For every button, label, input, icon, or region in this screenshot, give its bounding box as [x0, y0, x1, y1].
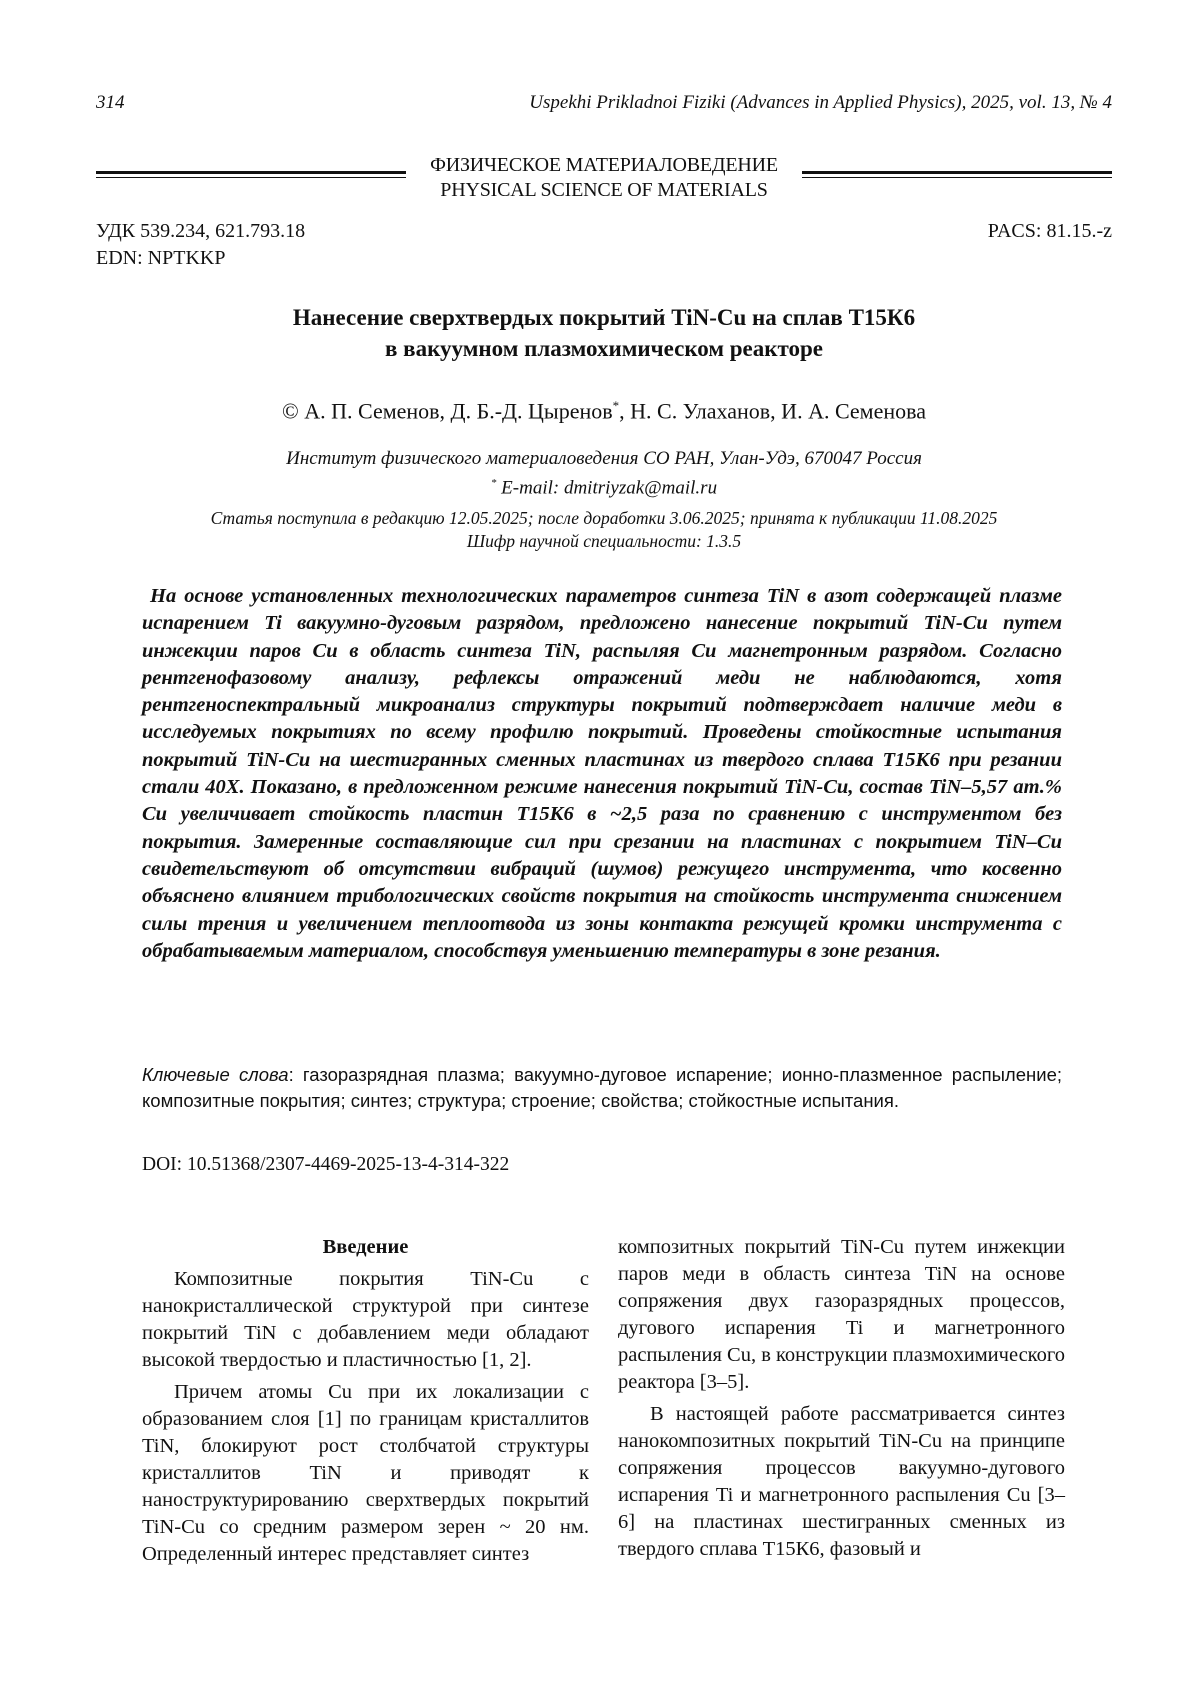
body-column-left [142, 1234, 589, 1568]
article-history: Статья поступила в редакцию 12.05.2025; после доработки 3.06.2025; принята к публикации 11.08.2025 [210, 508, 998, 528]
section-title-en: PHYSICAL SCIENCE OF MATERIALS [440, 179, 768, 201]
section-title [96, 153, 1112, 203]
body-column-right [618, 1234, 1065, 1563]
article-title [96, 302, 1112, 364]
title-line-1: Нанесение сверхтвердых покрытий TiN-Cu на сплав Т15К6 [292, 305, 916, 330]
pacs-code: PACS: 81.15.-z [987, 220, 1112, 242]
keywords-text: : газоразрядная плазма; вакуумно-дуговое испарение; ионно-плазменное распыление; композитные покрытия; синтез; структура; строение; свойства; стойкостные испытания. [142, 1064, 1062, 1111]
body-paragraph: Причем атомы Cu при их локализации с образованием слоя [1] по границам кристаллитов TiN, блокируют рост столбчатой структуры кристаллитов TiN и приводят к наноструктурированию сверхтвердых покрытий TiN-Cu со средним размером зерен ~ 20 нм. Определенный интерес представляет синтез [142, 1381, 589, 1565]
udc-code: УДК 539.234, 621.793.18 [96, 220, 306, 242]
section-header [96, 153, 1112, 205]
corresponding-mark: * [612, 398, 620, 413]
affiliation [96, 447, 1112, 500]
section-rule-right [802, 171, 1112, 178]
keywords-label: Ключевые слова [142, 1064, 289, 1085]
email-mark: * [490, 477, 497, 489]
email-line [96, 471, 1112, 500]
keywords [142, 1062, 1062, 1114]
publication-dates [96, 507, 1112, 553]
article-identifiers [96, 218, 305, 272]
abstract: На основе установленных технологических параметров синтеза TiN в азот содержащей плазме испарением Ti вакуумно-дуговым разрядом, предложено нанесение покрытий TiN-Cu путем инжекции паров Cu в область синтеза TiN, распыляя Cu магнетронным разрядом. Согласно рентгенофазовому анализу, рефлексы отражений меди не наблюдаются, хотя рентгеноспектральный микроанализ структуры покрытий подтверждает наличие меди в исследуемых покрытиях по всему профилю покрытий. Проведены стойкостные испытания покрытий TiN-Cu на шестигранных сменных пластинах из твердого сплава Т15К6 при резании стали 40Х. Показано, в предложенном режиме нанесения покрытий TiN-Cu, состав TiN–5,57 ат.% Cu увеличивает стойкость пластин Т15К6 в ~2,5 раза по сравнению с инструментом без покрытия. Замеренные составляющие сил при срезании на пластинах с покрытием TiN–Cu свидетельствуют об отсутствии вибраций (шумов) режущего инструмента, что косвенно объяснено влиянием трибологических свойств покрытия на стойкость инструмента снижением силы трения и увеличением теплоотвода из зоны контакта режущей кромки инструмента с обрабатываемым материалом, способствуя уменьшению температуры в зоне резания. [142, 585, 1062, 962]
email: E-mail: dmitriyzak@mail.ru [496, 477, 718, 499]
authors-first: © А. П. Семенов, Д. Б.-Д. Цыренов [282, 398, 613, 424]
journal-citation: Uspekhi Prikladnoi Fiziki (Advances in Applied Physics), 2025, vol. 13, № 4 [529, 92, 1112, 113]
section-heading-introduction: Введение [322, 1236, 409, 1258]
institute: Институт физического материаловедения СО РАН, Улан-Удэ, 670047 Россия [286, 448, 922, 469]
edn-code: EDN: NPTKKP [96, 247, 226, 269]
body-paragraph: композитных покрытий TiN-Cu путем инжекции паров меди в область синтеза TiN на основе сопряжения двух газоразрядных процессов, дугового испарения Ti и магнетронного распыления Cu, в конструкции плазмохимического реактора [3–5]. [618, 1236, 1065, 1393]
page-number: 314 [96, 92, 125, 113]
body-paragraph: Композитные покрытия TiN-Cu с нанокристаллической структурой при синтезе покрытий TiN с добавлением меди обладают высокой твердостью и пластичностью [1, 2]. [142, 1268, 589, 1371]
authors-rest: , Н. С. Улаханов, И. А. Семенова [619, 398, 926, 424]
doi: DOI: 10.51368/2307-4469-2025-13-4-314-322 [142, 1154, 510, 1175]
specialty-code: Шифр научной специальности: 1.3.5 [466, 531, 742, 551]
author-list [96, 398, 1112, 424]
body-paragraph: В настоящей работе рассматривается синтез нанокомпозитных покрытий TiN-Cu на принципе сопряжения процессов вакуумно-дугового испарения Ti и магнетронного распыления Cu [3–6] на пластинах шестигранных сменных из твердого сплава Т15К6, фазовый и [618, 1403, 1065, 1560]
section-title-ru: ФИЗИЧЕСКОЕ МАТЕРИАЛОВЕДЕНИЕ [430, 154, 778, 176]
title-line-2: в вакуумном плазмохимическом реакторе [385, 336, 823, 361]
